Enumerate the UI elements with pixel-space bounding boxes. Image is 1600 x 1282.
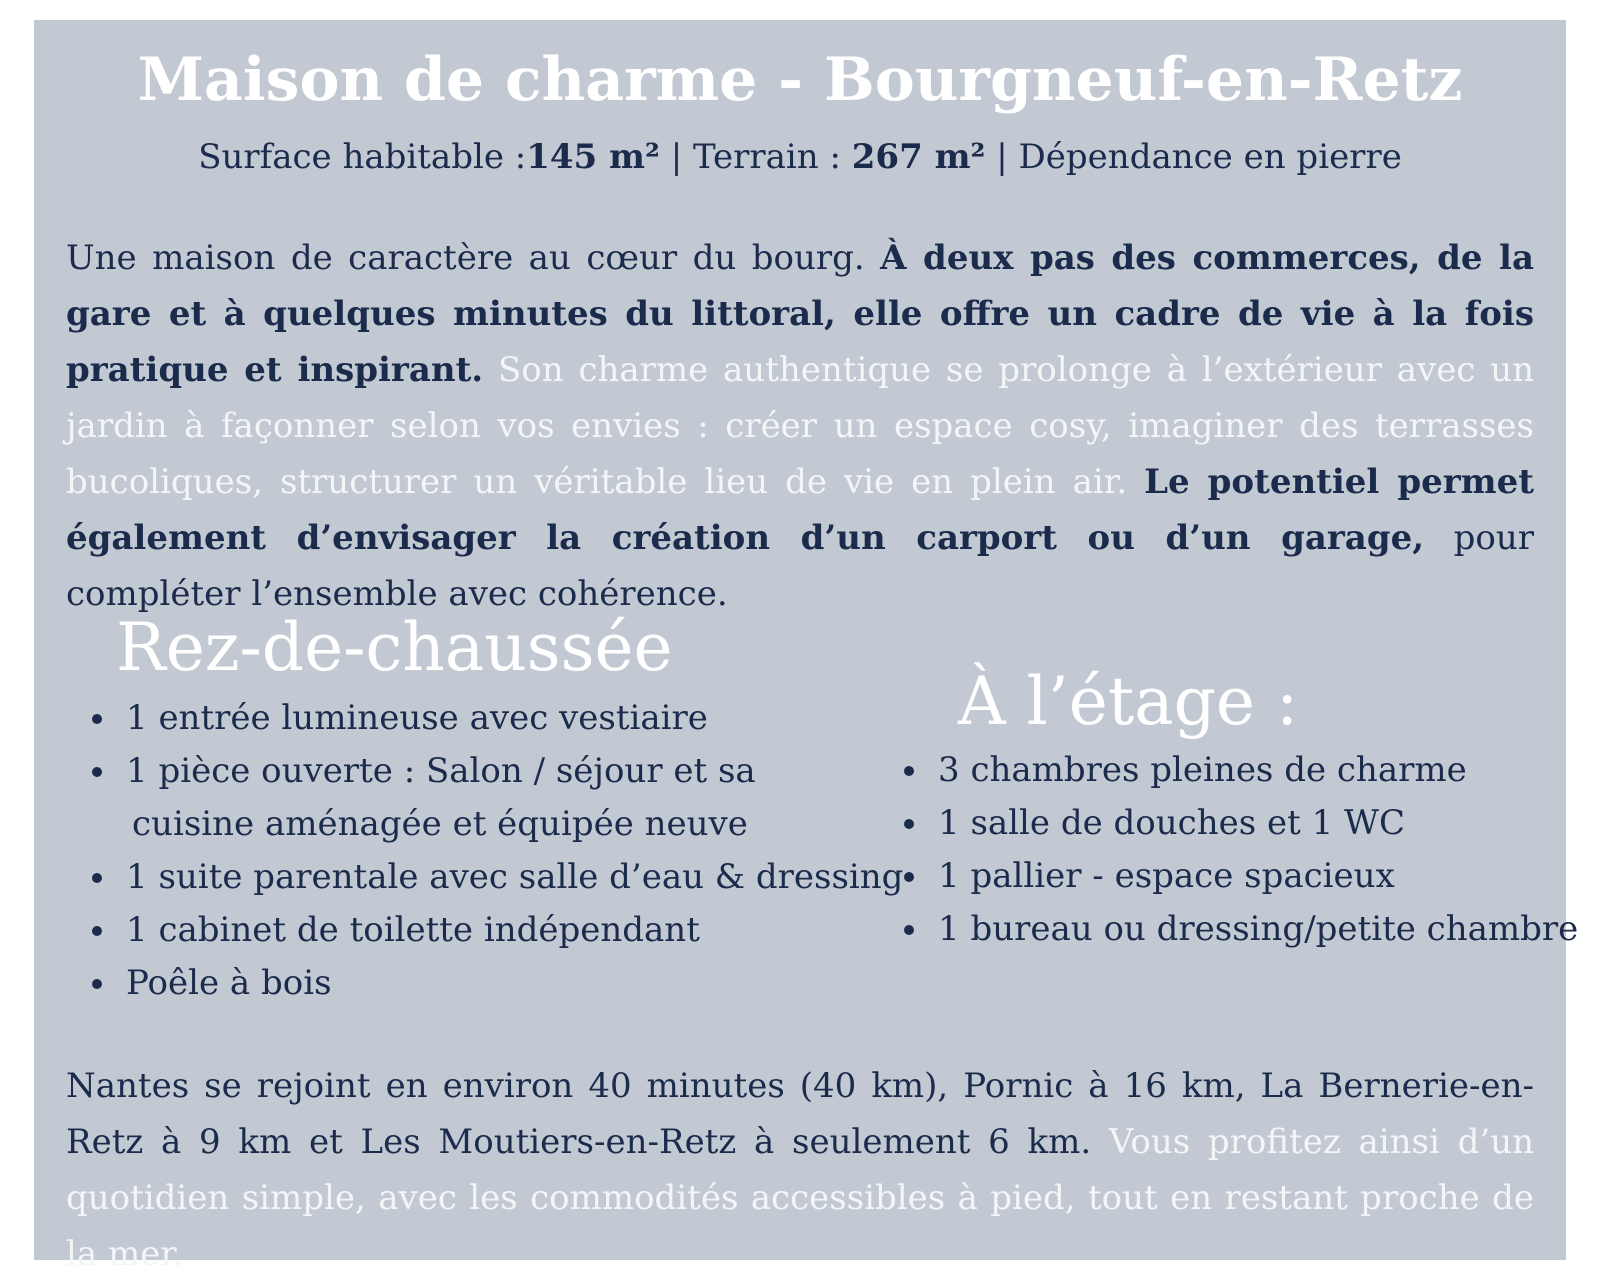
list-item: 1 pallier - espace spacieux xyxy=(904,850,1578,903)
listing-subtitle xyxy=(0,134,1600,180)
list-item: 1 suite parentale avec salle d’eau & dressing xyxy=(92,851,903,904)
list-item: 1 cabinet de toilette indépendant xyxy=(92,904,903,957)
rdc-heading: Rez-de-chaussée xyxy=(116,609,673,686)
terrain-value: 267 m² xyxy=(851,137,986,177)
list-item: 1 bureau ou dressing/petite chambre xyxy=(904,903,1578,956)
etage-heading: À l’étage : xyxy=(958,663,1299,740)
surface-value: 145 m² xyxy=(526,137,660,177)
intro-sentence-1: Une maison de caractère au cœur du bourg. xyxy=(66,238,881,278)
etage-list xyxy=(904,744,1578,956)
location-paragraph xyxy=(66,1058,1534,1282)
list-item-continuation: cuisine aménagée et équipée neuve xyxy=(132,804,748,844)
rdc-list xyxy=(92,692,903,1010)
separator: | xyxy=(985,137,1019,177)
intro-paragraph xyxy=(66,230,1534,622)
separator: | xyxy=(659,137,693,177)
list-item: 1 salle de douches et 1 WC xyxy=(904,797,1578,850)
intro-sentence-3: pour compléter l’ensemble avec cohérence. xyxy=(66,518,1534,614)
surface-label: Surface habitable : xyxy=(198,137,527,177)
list-item-line: 1 pièce ouverte : Salon / séjour et sa xyxy=(126,751,756,791)
intro-highlight-1: À deux pas des commerces, de la gare et à quelques minutes du littoral, elle offre un cadre de vie à la fois pratique et inspirant. xyxy=(66,238,1534,390)
location-sentence-1: Nantes se rejoint en environ 40 minutes (40 km), Pornic à 16 km, La Bernerie-en-Retz à 9 km et Les Moutiers-en-Retz à seulement 6 km. xyxy=(66,1066,1534,1162)
intro-sentence-2: Son charme authentique se prolonge à l’extérieur avec un jardin à façonner selon vos envies : créer un espace cosy, imaginer des terrasses bucoliques, structurer un véritable lieu de vie en plein air. xyxy=(66,350,1534,502)
list-item xyxy=(92,745,903,851)
list-item: 3 chambres pleines de charme xyxy=(904,744,1578,797)
terrain-label: Terrain : xyxy=(692,137,852,177)
dependance-text: Dépendance en pierre xyxy=(1018,137,1402,177)
list-item: 1 entrée lumineuse avec vestiaire xyxy=(92,692,903,745)
list-item: Poêle à bois xyxy=(92,957,903,1010)
location-sentence-2: Vous profitez ainsi d’un quotidien simple, avec les commodités accessibles à pied, tout en restant proche de la mer. xyxy=(66,1122,1534,1274)
listing-title: Maison de charme - Bourgneuf-en-Retz xyxy=(137,45,1463,115)
intro-highlight-2: Le potentiel permet également d’envisager la création d’un carport ou d’un garage, xyxy=(66,462,1534,558)
